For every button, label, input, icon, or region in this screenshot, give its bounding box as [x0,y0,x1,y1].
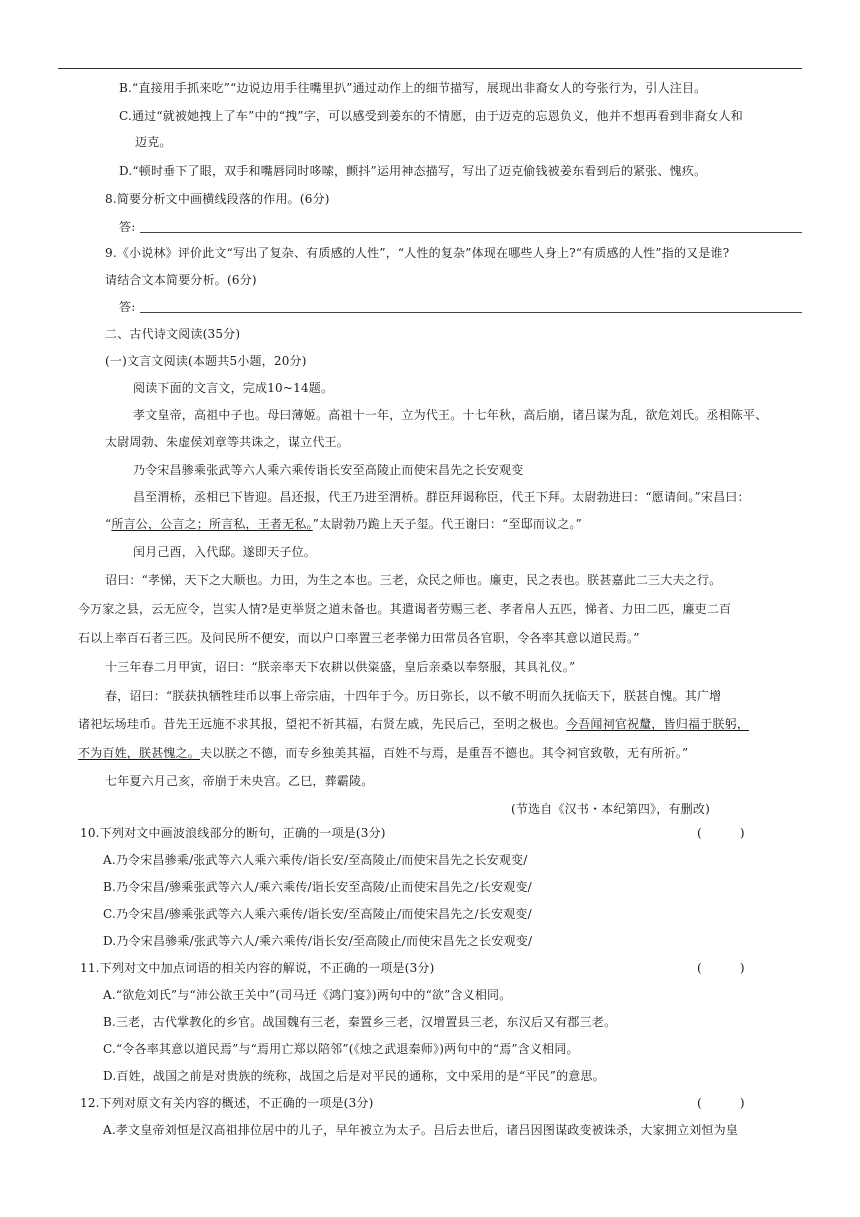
q12-answer-paren[interactable]: ( ) [697,1096,745,1110]
q11-option-a: A.“欲危刘氏”与“沛公欲王关中”(司马迁《鸿门宴》)两句中的“欲”含义相同。 [103,988,512,1002]
q9-stem-line1: 9.《小说林》评价此文“写出了复杂、有质感的人性”，“人性的复杂”体现在哪些人身上?“有质感的人性”指的又是谁? [105,246,730,260]
q11-answer-paren[interactable]: ( ) [697,961,745,975]
q9-answer-label: 答: [119,300,136,314]
q12-option-a: A.孝文皇帝刘恒是汉高祖排位居中的儿子，早年被立为太子。吕后去世后，诸吕因图谋政变被诛杀，大家拥立刘恒为皇 [103,1123,739,1137]
q10-option-c: C.乃令宋昌/骖乘张武等六人乘六乘传/诣长安/至高陵止/而使宋昌先之/长安观变/ [103,907,532,921]
passage-p7-underlined-2: 不为百姓，朕甚愧之。 [78,746,201,760]
q11-option-b: B.三老，古代掌教化的乡官。战国魏有三老，秦置乡三老，汉增置县三老，东汉后又有郡三老。 [103,1015,617,1029]
q11-stem: 11.下列对文中加点词语的相关内容的解说，不正确的一项是(3分) [80,961,435,975]
passage-p7-plain: 诸祀坛场珪币。昔先王远施不求其报，望祀不祈其福，右贤左戚，先民后己，至明之极也。 [78,717,567,731]
quote-open: “ [105,517,112,531]
passage-p4: 闰月己酉，入代邸。遂即天子位。 [133,545,317,559]
q7-option-b: B.“直接用手抓来吃”“边说边用手往嘴里扒”通过动作上的细节描写，展现出非裔女人的夸张行为，引人注目。 [119,81,707,95]
q11-option-c: C.“令各率其意以道民焉”与“焉用亡郑以陪邻”(《烛之武退秦师》)两句中的“焉”含义相同。 [103,1042,579,1056]
passage-p3-line1: 昌至渭桥，丞相已下皆迎。昌还报，代王乃进至渭桥。群臣拜谒称臣，代王下拜。太尉勃进曰：“愿请间。”宋昌曰： [133,490,750,504]
q7-option-d: D.“顿时垂下了眼，双手和嘴唇同时哆嗦，颤抖”运用神态描写，写出了迈克偷钱被姜东看到后的紧张、愧疚。 [119,164,707,178]
passage-p5-line1: 诏曰：“孝悌，天下之大顺也。力田，为生之本也。三老，众民之师也。廉吏，民之表也。朕甚嘉此二三大夫之行。 [105,573,722,587]
q10-answer-paren[interactable]: ( ) [697,826,745,840]
q7-option-c-line1: C.通过“就被她拽上了车”中的“拽”字，可以感受到姜东的不情愿，由于迈克的忘恩负义，他并不想再看到非裔女人和 [119,109,743,123]
passage-p1-line1: 孝文皇帝，高祖中子也。母曰薄姬。高祖十一年，立为代王。十七年秋，高后崩，诸吕谋为乱，欲危刘氏。丞相陈平、 [133,408,768,422]
section2-instruction: 阅读下面的文言文，完成10~14题。 [133,381,334,395]
passage-p3-line2 [105,516,582,532]
q8-answer-line[interactable] [140,232,802,233]
q12-stem: 12.下列对原文有关内容的概述，不正确的一项是(3分) [80,1096,374,1110]
passage-p7-line2 [78,716,749,732]
q10-option-b: B.乃令宋昌/骖乘张武等六人/乘六乘传/诣长安至高陵/止而使宋昌先之/长安观变/ [103,880,532,894]
passage-p8: 七年夏六月己亥，帝崩于未央宫。乙巳，葬霸陵。 [105,774,374,788]
q9-stem-line2: 请结合文本简要分析。(6分) [105,273,257,287]
passage-p5-line2: 今万家之县，云无应令，岂实人情?是吏举贤之道未备也。其遣谒者劳赐三老、孝者帛人五匹，悌者、力田二匹，廉吏二百 [78,602,732,616]
passage-p7-underlined-1: 今吾闻祠官祝釐，皆归福于朕躬， [566,717,750,731]
passage-p7-rest: 夫以朕之不德，而专乡独美其福，百姓不与焉，是重吾不德也。其令祠官致敬，无有所祈。” [200,746,689,760]
passage-p2-wavy: 乃令宋昌骖乘张武等六人乘六乘传诣长安至高陵止而使宋昌先之长安观变 [133,463,524,477]
q10-option-d: D.乃令宋昌骖乘/张武等六人/乘六乘传/诣长安/至高陵止/而使宋昌先之长安观变/ [103,934,533,948]
section2-title: 二、古代诗文阅读(35分) [105,327,241,341]
passage-p1-line2: 太尉周勃、朱虚侯刘章等共诛之，谋立代王。 [105,435,350,449]
passage-p3-underlined: 所言公，公言之；所言私，王者无私。 [111,517,313,531]
passage-source: (节选自《汉书・本纪第四》，有删改) [511,802,710,816]
passage-p7-line3 [78,745,688,761]
section2-sub1: (一)文言文阅读(本题共5小题，20分) [105,354,307,368]
passage-p6: 十三年春二月甲寅，诏曰：“朕亲率天下农耕以供粢盛，皇后亲桑以奉祭服，其具礼仪。” [105,660,576,674]
passage-p5-line3: 石以上率百石者三匹。及问民所不便安，而以户口率置三老孝悌力田常员各官职，令各率其意以道民焉。” [78,631,640,645]
q11-option-d: D.百姓，战国之前是对贵族的统称，战国之后是对平民的通称，文中采用的是“平民”的意思。 [103,1069,605,1083]
q8-answer-label: 答: [119,220,136,234]
passage-p3-rest: ”太尉勃乃跪上天子玺。代王谢曰：“至邸而议之。” [312,517,582,531]
q7-option-c-line2: 迈克。 [135,135,172,149]
passage-p7-line1: 春，诏曰：“朕获执牺牲珪币以事上帝宗庙，十四年于今。历日弥长，以不敏不明而久抚临天下，朕甚自愧。其广增 [105,689,722,703]
q10-option-a: A.乃令宋昌骖乘/张武等六人乘六乘传/诣长安/至高陵止/而使宋昌先之长安观变/ [103,853,528,867]
q9-answer-line[interactable] [140,312,802,313]
q8-stem: 8.简要分析文中画横线段落的作用。(6分) [105,192,330,206]
header-rule [58,68,802,69]
q10-stem: 10.下列对文中画波浪线部分的断句，正确的一项是(3分) [80,826,386,840]
